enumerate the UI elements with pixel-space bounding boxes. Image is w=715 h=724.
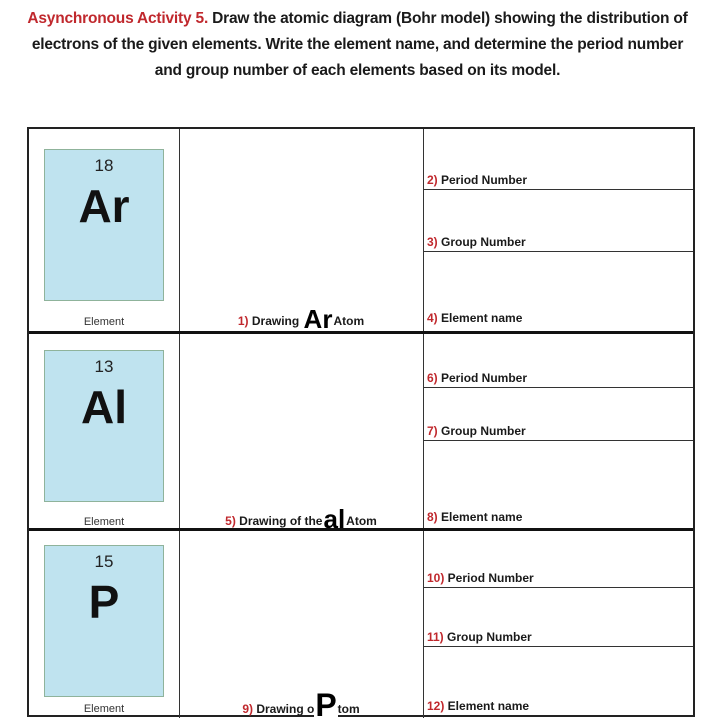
element-row-argon — [29, 129, 693, 334]
element-tile — [44, 350, 164, 502]
element-name-field[interactable]: 12) Element name — [427, 699, 530, 713]
worksheet-table — [27, 127, 695, 723]
overlay-symbol: P — [315, 687, 337, 723]
element-symbol: P — [88, 576, 120, 628]
element-symbol: Ar — [78, 180, 130, 232]
drawing-caption: 9) Drawing oPtom — [242, 687, 360, 723]
element-cell — [29, 334, 180, 531]
activity-body: Draw the atomic diagram (Bohr model) showing the distribution of electrons of the given elements. Write the element name, and determine the period number and group number of each elements based on its model. — [31, 10, 688, 79]
atomic-number: 13 — [94, 357, 114, 376]
drawing-area[interactable] — [179, 531, 424, 723]
answers-cell — [424, 334, 693, 531]
group-number-field[interactable]: 7) Group Number — [424, 422, 693, 441]
element-name-field[interactable]: 8) Element name — [427, 510, 523, 524]
answers-cell — [424, 129, 693, 331]
answers-cell — [424, 531, 693, 718]
element-cell — [29, 129, 180, 331]
group-number-field[interactable]: 3) Group Number — [424, 233, 693, 252]
overlay-symbol: Ar — [303, 304, 333, 334]
period-number-field[interactable]: 2) Period Number — [424, 171, 693, 190]
element-tile — [44, 545, 164, 697]
drawing-area[interactable] — [179, 129, 424, 334]
atomic-number: 18 — [94, 156, 114, 175]
period-number-field[interactable]: 6) Period Number — [424, 369, 693, 388]
drawing-caption: 1) Drawing ArAtom — [237, 304, 365, 334]
element-caption: Element — [83, 516, 125, 528]
drawing-area[interactable] — [179, 334, 424, 534]
element-cell — [29, 531, 180, 718]
element-tile — [44, 149, 164, 301]
element-symbol: Al — [81, 381, 127, 433]
element-row-aluminum — [29, 331, 693, 534]
element-caption: Element — [83, 316, 125, 328]
overlay-symbol: al — [323, 504, 346, 534]
element-row-phosphorus — [29, 528, 693, 723]
group-number-field[interactable]: 11) Group Number — [424, 628, 693, 647]
element-caption: Element — [83, 703, 125, 715]
atomic-number: 15 — [94, 552, 114, 571]
activity-title: Asynchronous Activity 5. — [27, 10, 209, 27]
activity-instructions — [20, 6, 695, 84]
period-number-field[interactable]: 10) Period Number — [424, 569, 693, 588]
element-name-field[interactable]: 4) Element name — [427, 311, 523, 325]
drawing-caption: 5) Drawing of thealAtom — [225, 504, 377, 534]
